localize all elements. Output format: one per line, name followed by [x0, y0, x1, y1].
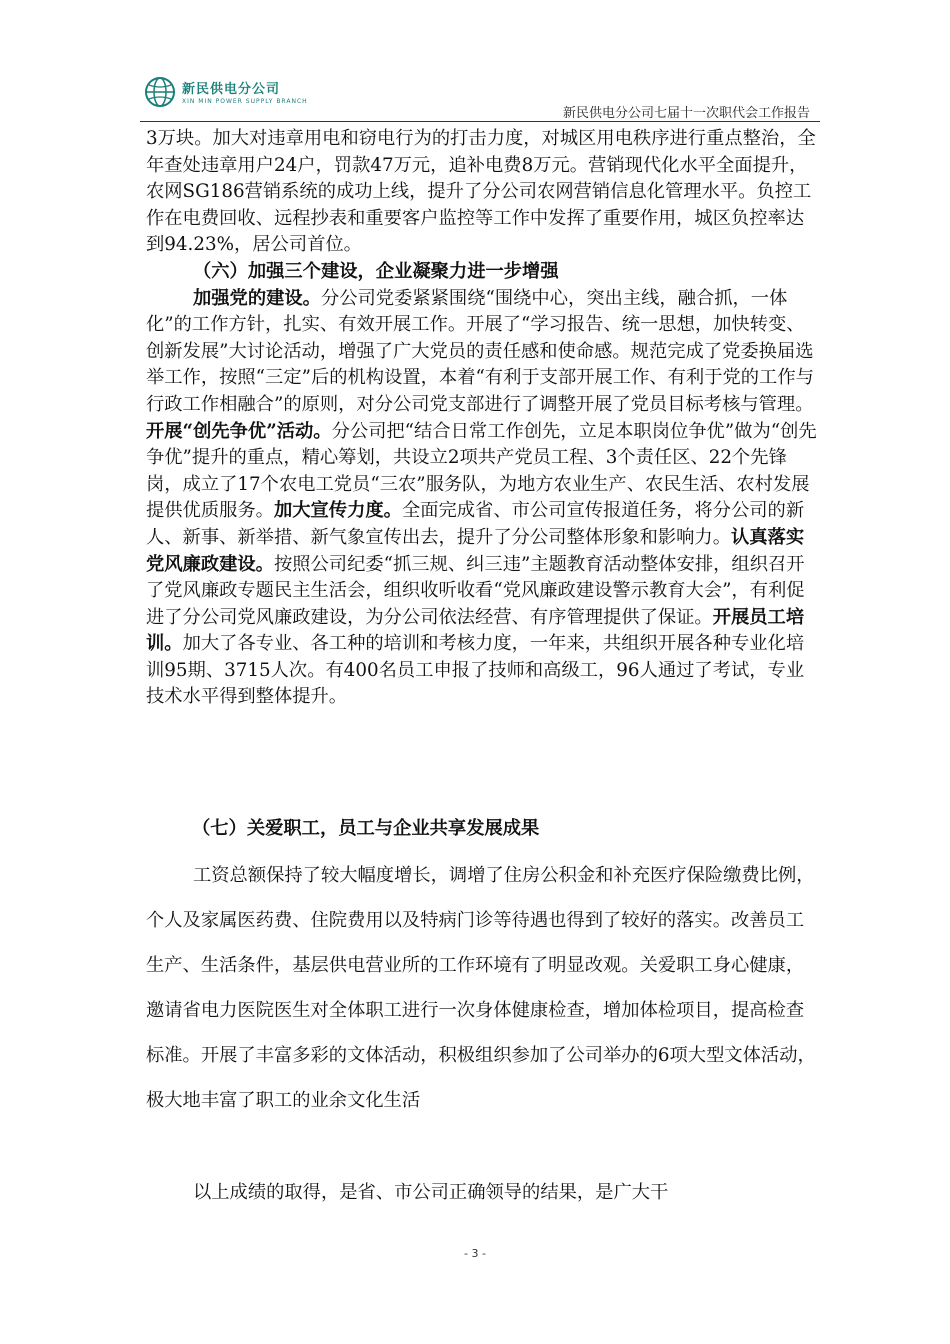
report-title: 新民供电分公司七届十一次职代会工作报告 [562, 106, 810, 121]
page-header [140, 68, 820, 130]
publicity-label: 加大宣传力度。 [273, 500, 402, 522]
training-label: 开展员工培训。 [146, 606, 805, 655]
integrity-label: 认真落实党风廉政建设。 [146, 526, 805, 575]
excellence-campaign-label: 开展“创先争优”活动。 [146, 420, 332, 442]
paragraph-marketing: 3万块。加大对违章用电和窃电行为的打击力度，对城区用电秩序进行重点整治，全年查处违章用户24户，罚款47万元，追补电费8万元。营销现代化水平全面提升，农网SG186营销系统的成功上线，提升了分公司农网营销信息化管理水平。负控工作在电费回收、远程抄表和重要客户监控等工作中发挥了重要作用，城区负控率达到94.23%，居公司首位。 [146, 128, 816, 256]
paragraph-employee-care: 工资总额保持了较大幅度增长，调增了住房公积金和补充医疗保险缴费比例，个人及家属医药费、住院费用以及特病门诊等待遇也得到了较好的落实。改善员工生产、生活条件，基层供电营业所的工作环境有了明显改观。关爱职工身心健康，邀请省电力医院医生对全体职工进行一次身体健康检查，增加体检项目，提高检查标准。开展了丰富多彩的文体活动，积极组织参加了公司举办的6项大型文体活动，极大地丰富了职工的业余文化生活 [146, 865, 816, 1111]
section-heading-7: （七）关爱职工，员工与企业共享发展成果 [192, 818, 540, 839]
paragraph-party-building: 加强党的建设。分公司党委紧紧围绕“围绕中心，突出主线，融合抓，一体化”的工作方针，扎实、有效开展工作。开展了“学习报告、统一思想，加快转变、创新发展”大讨论活动，增强了广大党员的责任感和使命感。规范完成了党委换届选举工作，按照“三定”后的机构设置，本着“有利于支部开展工作、有利于党的工作与行政工作相融合”的原则，对分公司党支部进行了调整开展了党员目标考核与管理。开展“创先争优”活动。分公司把“结合日常工作创先，立足本职岗位争优”做为“创先争优”提升的重点，精心筹划，共设立2项共产党员工程、3个责任区、22个先锋岗，成立了17个农电工党员“三农”服务队，为地方农业生产、农民生活、农村发展提供优质服务。加大宣传力度。全面完成省、市公司宣传报道任务，将分公司的新人、新事、新举措、新气象宣传出去，提升了分公司整体形象和影响力。认真落实党风廉政建设。按照公司纪委“抓三规、纠三违”主题教育活动整体安排，组织召开了党风廉政专题民主生活会，组织收听收看“党风廉政建设警示教育大会”，有利促进了分公司党风廉政建设，为分公司依法经营、有序管理提供了保证。开展员工培训。加大了各专业、各工种的培训和考核力度，一年来，共组织开展各种专业化培训95期、3715人次。有400名员工申报了技师和高级工，96人通过了考试，专业技术水平得到整体提升。 [146, 287, 817, 708]
party-building-label: 加强党的建设。 [193, 287, 321, 309]
loose-body [146, 853, 822, 1123]
header-divider [140, 121, 820, 122]
company-logo-subtitle: XIN MIN POWER SUPPLY BRANCH [182, 98, 308, 105]
globe-icon [144, 76, 176, 108]
dense-body [146, 126, 822, 711]
company-logo-text: 新民供电分公司 [182, 82, 281, 97]
section-heading-6: （六）加强三个建设，企业凝聚力进一步增强 [193, 260, 559, 282]
page-number: - 3 - [464, 1247, 486, 1260]
paragraph-achievements: 以上成绩的取得，是省、市公司正确领导的结果，是广大干 [193, 1182, 669, 1203]
